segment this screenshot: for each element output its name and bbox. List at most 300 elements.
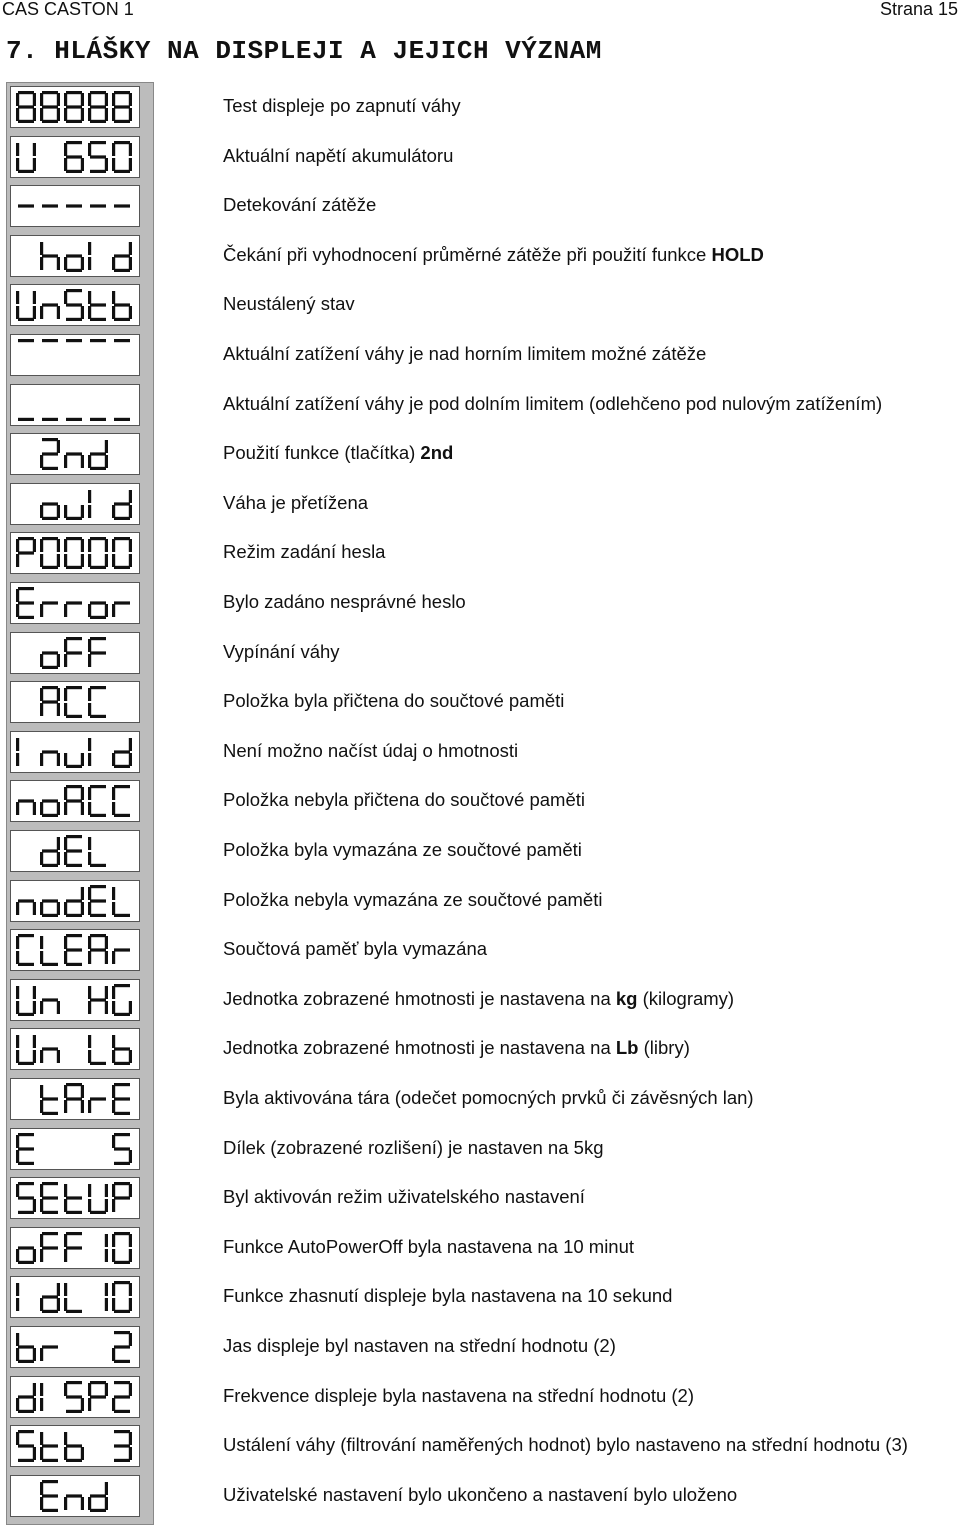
display-segment (40, 1298, 43, 1311)
display-segment (90, 715, 106, 718)
display-segment (40, 257, 43, 270)
display-glyphs (15, 1380, 135, 1414)
display-segment (88, 257, 91, 270)
display-segment (16, 158, 19, 171)
display-segment (18, 537, 34, 540)
display-segment (88, 738, 91, 751)
display-segment (16, 604, 19, 617)
description-text: Jas displeje byl nastaven na střední hodnotu (2) (223, 1335, 616, 1356)
display-segment (33, 1199, 36, 1212)
display-segment (66, 637, 82, 640)
display-segment (18, 601, 34, 604)
display-segment (114, 318, 130, 321)
description-text: Režim zadání hesla (223, 541, 386, 563)
display-segment (81, 93, 84, 106)
message-description (223, 1335, 616, 1357)
display-segment (64, 554, 67, 567)
display-glyphs (15, 388, 135, 422)
display-segment (66, 289, 82, 292)
display-glyphs (15, 983, 135, 1017)
message-row (0, 876, 960, 926)
display-glyphs (15, 1082, 135, 1116)
message-description (223, 1434, 908, 1456)
display-segment (33, 93, 36, 106)
display-segment (88, 108, 91, 121)
display-segment (57, 1283, 60, 1296)
display-segment (105, 455, 108, 468)
display-segment (112, 1085, 115, 1098)
display-segment (40, 1100, 43, 1113)
display-segment (16, 306, 19, 319)
display-segment (40, 852, 43, 865)
display-glyphs (15, 140, 135, 174)
display-segment (57, 505, 60, 518)
display-segment (88, 554, 91, 567)
display-segment (64, 951, 67, 964)
display-segment (81, 1447, 84, 1460)
seven-segment-display (10, 284, 140, 326)
seven-segment-display (10, 136, 140, 178)
seven-segment-display (10, 1177, 140, 1219)
display-segment (33, 902, 36, 915)
seven-segment-display (10, 185, 140, 227)
display-segment (42, 417, 58, 420)
display-glyphs (15, 735, 135, 769)
display-glyphs (15, 884, 135, 918)
display-segment (33, 1035, 36, 1048)
message-description (223, 194, 376, 216)
display-segment (57, 1298, 60, 1311)
display-segment (90, 885, 106, 888)
message-row (0, 776, 960, 826)
display-segment (114, 169, 130, 172)
display-segment (66, 949, 82, 952)
display-segment (40, 306, 43, 319)
display-segment (112, 505, 115, 518)
display-segment (64, 1432, 67, 1445)
display-glyphs (15, 1280, 135, 1314)
display-segment (114, 1197, 130, 1200)
display-segment (42, 1494, 58, 1497)
display-segment (88, 455, 91, 468)
display-segment (64, 936, 67, 949)
display-segment (57, 257, 60, 270)
display-segment (88, 703, 91, 716)
display-segment (42, 1211, 58, 1214)
display-segment (114, 750, 130, 753)
seven-segment-display (10, 532, 140, 574)
description-text: Použití funkce (tlačítka) (223, 442, 421, 464)
description-text: Dílek (zobrazené rozlišení) je nastaven na 5kg (223, 1136, 604, 1158)
description-text: Bylo zadáno nesprávné heslo (223, 591, 466, 612)
display-segment (112, 158, 115, 171)
display-segment (105, 986, 108, 999)
display-segment (42, 537, 58, 540)
display-segment (64, 654, 67, 667)
display-segment (129, 93, 132, 106)
display-segment (112, 986, 115, 999)
display-segment (129, 554, 132, 567)
page-number: Strana 15 (879, 0, 958, 19)
display-segment (40, 753, 43, 766)
display-segment (114, 269, 130, 272)
display-segment (40, 93, 43, 106)
display-segment (57, 1001, 60, 1014)
display-segment (88, 1050, 91, 1063)
seven-segment-display (10, 1028, 140, 1070)
display-segment (90, 453, 106, 456)
display-segment (40, 951, 43, 964)
display-segment (112, 93, 115, 106)
seven-segment-display (10, 1078, 140, 1120)
display-segment (90, 1494, 106, 1497)
display-glyphs (15, 1231, 135, 1265)
display-segment (57, 703, 60, 716)
display-segment (33, 1249, 36, 1262)
description-text: Byla aktivována tára (odečet pomocných prvků či závěsných lan) (223, 1087, 754, 1108)
message-row (0, 181, 960, 231)
display-segment (105, 1497, 108, 1510)
display-segment (90, 814, 106, 817)
display-segment (114, 502, 130, 505)
display-segment (81, 1398, 84, 1411)
message-row (0, 82, 960, 132)
display-segment (66, 765, 82, 768)
display-segment (114, 1097, 130, 1100)
display-segment (105, 1001, 108, 1014)
display-segment (66, 91, 82, 94)
display-segment (88, 787, 91, 800)
display-segment (81, 539, 84, 552)
display-segment (105, 158, 108, 171)
display-glyphs (15, 288, 135, 322)
display-segment (88, 490, 91, 503)
display-segment (18, 1133, 34, 1136)
seven-segment-display (10, 1276, 140, 1318)
display-segment (129, 143, 132, 156)
display-segment (112, 143, 115, 156)
display-segment (114, 1409, 130, 1412)
display-segment (88, 93, 91, 106)
display-segment (42, 467, 58, 470)
description-text: Frekvence displeje byla nastavena na střední hodnotu (2) (223, 1384, 695, 1406)
display-segment (40, 902, 43, 915)
display-segment (129, 1432, 132, 1445)
display-segment (33, 802, 36, 815)
display-segment (64, 688, 67, 701)
display-segment (33, 539, 36, 552)
display-segment (64, 902, 67, 915)
display-segment (90, 105, 106, 108)
message-row (0, 975, 960, 1025)
display-segment (40, 242, 43, 255)
display-segment (66, 205, 82, 208)
display-segment (64, 108, 67, 121)
display-segment (42, 701, 58, 704)
display-segment (18, 1147, 34, 1150)
display-segment (64, 505, 67, 518)
seven-segment-display (10, 86, 140, 128)
display-segment (57, 554, 60, 567)
display-segment (18, 587, 34, 590)
display-segment (16, 108, 19, 121)
display-segment (66, 1395, 82, 1398)
display-segment (18, 169, 34, 172)
display-segment (90, 1381, 106, 1384)
display-segment (64, 1298, 67, 1311)
display-segment (114, 1062, 130, 1065)
display-segment (66, 1197, 82, 1200)
display-segment (114, 984, 130, 987)
seven-segment-display (10, 1425, 140, 1467)
display-segment (16, 738, 19, 751)
seven-segment-display (10, 1326, 140, 1368)
display-segment (42, 665, 58, 668)
display-segment (105, 1249, 108, 1262)
display-segment (18, 1013, 34, 1016)
description-text: Uživatelské nastavení bylo ukončeno a nastavení bylo uloženo (223, 1483, 738, 1505)
display-segment (81, 1497, 84, 1510)
display-segment (16, 1333, 19, 1346)
display-segment (16, 1249, 19, 1262)
seven-segment-display (10, 1376, 140, 1418)
display-segment (81, 753, 84, 766)
display-segment (66, 417, 82, 420)
message-description (223, 492, 368, 514)
display-segment (88, 1035, 91, 1048)
display-segment (16, 1050, 19, 1063)
display-segment (90, 91, 106, 94)
display-segment (129, 257, 132, 270)
display-segment (114, 105, 130, 108)
display-segment (88, 753, 91, 766)
display-segment (114, 601, 130, 604)
display-segment (129, 490, 132, 503)
display-segment (57, 539, 60, 552)
description-suffix: (kilogramy) (637, 987, 735, 1009)
display-segment (105, 539, 108, 552)
display-segment (105, 604, 108, 617)
display-segment (90, 1509, 106, 1512)
display-segment (81, 257, 84, 270)
message-description (223, 740, 518, 762)
description-text: Byl aktivován režim uživatelského nastavení (223, 1186, 585, 1208)
display-segment (90, 467, 106, 470)
display-segment (18, 1395, 34, 1398)
display-glyphs (15, 338, 135, 372)
display-segment (64, 1199, 67, 1212)
display-segment (129, 539, 132, 552)
display-segment (42, 1480, 58, 1483)
display-segment (33, 1348, 36, 1361)
display-segment (18, 339, 34, 342)
display-segment (40, 1001, 43, 1014)
seven-segment-display (10, 334, 140, 376)
display-segment (16, 986, 19, 999)
message-row (0, 280, 960, 330)
display-segment (105, 936, 108, 949)
display-segment (90, 417, 106, 420)
display-segment (18, 1062, 34, 1065)
display-segment (112, 902, 115, 915)
display-segment (42, 438, 58, 441)
message-description (223, 938, 487, 960)
message-row (0, 479, 960, 529)
display-segment (42, 1112, 58, 1115)
display-segment (114, 1310, 130, 1313)
display-segment (33, 291, 36, 304)
display-segment (64, 1447, 67, 1460)
display-segment (114, 304, 130, 307)
header-left: CAS CASTON 1 (2, 0, 134, 19)
display-segment (40, 1085, 43, 1098)
display-segment (129, 1150, 132, 1163)
message-row (0, 1272, 960, 1322)
display-segment (90, 537, 106, 540)
display-segment (40, 108, 43, 121)
description-text: Aktuální zatížení váhy je pod dolním limitem (odlehčeno pod nulovým zatížením) (223, 392, 883, 414)
message-description (223, 988, 734, 1010)
display-segment (18, 120, 34, 123)
display-segment (90, 1211, 106, 1214)
display-segment (90, 998, 106, 1001)
display-segment (105, 1184, 108, 1197)
display-segment (129, 1298, 132, 1311)
message-description (223, 244, 764, 266)
display-segment (88, 505, 91, 518)
display-segment (81, 802, 84, 815)
display-segment (18, 417, 34, 420)
display-segment (18, 205, 34, 208)
display-segment (114, 1360, 130, 1363)
message-description (223, 393, 882, 415)
display-segment (64, 93, 67, 106)
display-segment (66, 849, 82, 852)
display-segment (88, 887, 91, 900)
display-segment (42, 339, 58, 342)
display-segment (81, 306, 84, 319)
display-glyphs (15, 636, 135, 670)
display-segment (88, 143, 91, 156)
display-segment (112, 1035, 115, 1048)
display-segment (129, 1249, 132, 1262)
message-description (223, 1285, 672, 1307)
message-description (223, 1037, 690, 1059)
message-description (223, 1137, 603, 1159)
display-segment (40, 1447, 43, 1460)
message-row (0, 727, 960, 777)
display-segment (16, 1298, 19, 1311)
display-segment (66, 105, 82, 108)
display-segment (129, 738, 132, 751)
message-description (223, 839, 582, 861)
message-description (223, 343, 706, 365)
description-text: Aktuální napětí akumulátoru (223, 144, 454, 166)
display-segment (42, 304, 58, 307)
display-segment (66, 601, 82, 604)
display-segment (112, 306, 115, 319)
display-segment (114, 1261, 130, 1264)
display-segment (33, 986, 36, 999)
display-glyphs (15, 437, 135, 471)
description-text: Čekání při vyhodnocení průměrné zátěže při použití funkce (223, 243, 712, 265)
message-description (223, 95, 461, 117)
message-row (0, 1421, 960, 1471)
display-segment (57, 93, 60, 106)
display-segment (42, 651, 58, 654)
display-segment (129, 1447, 132, 1460)
display-segment (129, 1050, 132, 1063)
display-segment (66, 269, 82, 272)
display-segment (114, 913, 130, 916)
display-segment (40, 554, 43, 567)
seven-segment-display (10, 780, 140, 822)
display-segment (18, 934, 34, 937)
display-segment (18, 1360, 34, 1363)
display-segment (42, 502, 58, 505)
display-segment (114, 1083, 130, 1086)
display-segment (114, 205, 130, 208)
seven-segment-display (10, 979, 140, 1021)
message-description (223, 1484, 737, 1506)
display-segment (112, 604, 115, 617)
display-segment (42, 1345, 58, 1348)
display-segment (40, 1249, 43, 1262)
message-row (0, 677, 960, 727)
description-suffix: (libry) (638, 1037, 690, 1059)
display-segment (114, 1133, 130, 1136)
display-segment (16, 1135, 19, 1148)
display-segment (42, 913, 58, 916)
display-segment (88, 936, 91, 949)
display-segment (66, 566, 82, 569)
display-segment (66, 1409, 82, 1412)
display-segment (66, 537, 82, 540)
display-segment (88, 852, 91, 865)
display-segment (114, 339, 130, 342)
display-segment (40, 1199, 43, 1212)
display-segment (66, 800, 82, 803)
display-segment (18, 91, 34, 94)
display-glyphs (15, 1032, 135, 1066)
display-segment (90, 601, 106, 604)
display-segment (42, 1310, 58, 1313)
display-segment (33, 108, 36, 121)
display-glyphs (15, 586, 135, 620)
message-row (0, 826, 960, 876)
display-segment (40, 604, 43, 617)
display-segment (81, 1085, 84, 1098)
display-segment (88, 1199, 91, 1212)
display-segment (105, 951, 108, 964)
display-glyphs (15, 784, 135, 818)
display-segment (129, 1234, 132, 1247)
message-row (0, 1074, 960, 1124)
display-segment (66, 318, 82, 321)
display-segment (42, 453, 58, 456)
display-segment (40, 703, 43, 716)
display-segment (16, 1035, 19, 1048)
display-segment (18, 1182, 34, 1185)
display-glyphs (15, 189, 135, 223)
display-segment (18, 1197, 34, 1200)
display-segment (64, 1085, 67, 1098)
display-segment (64, 539, 67, 552)
message-description (223, 690, 564, 712)
display-segment (114, 91, 130, 94)
display-segment (64, 1100, 67, 1113)
display-segment (18, 105, 34, 108)
